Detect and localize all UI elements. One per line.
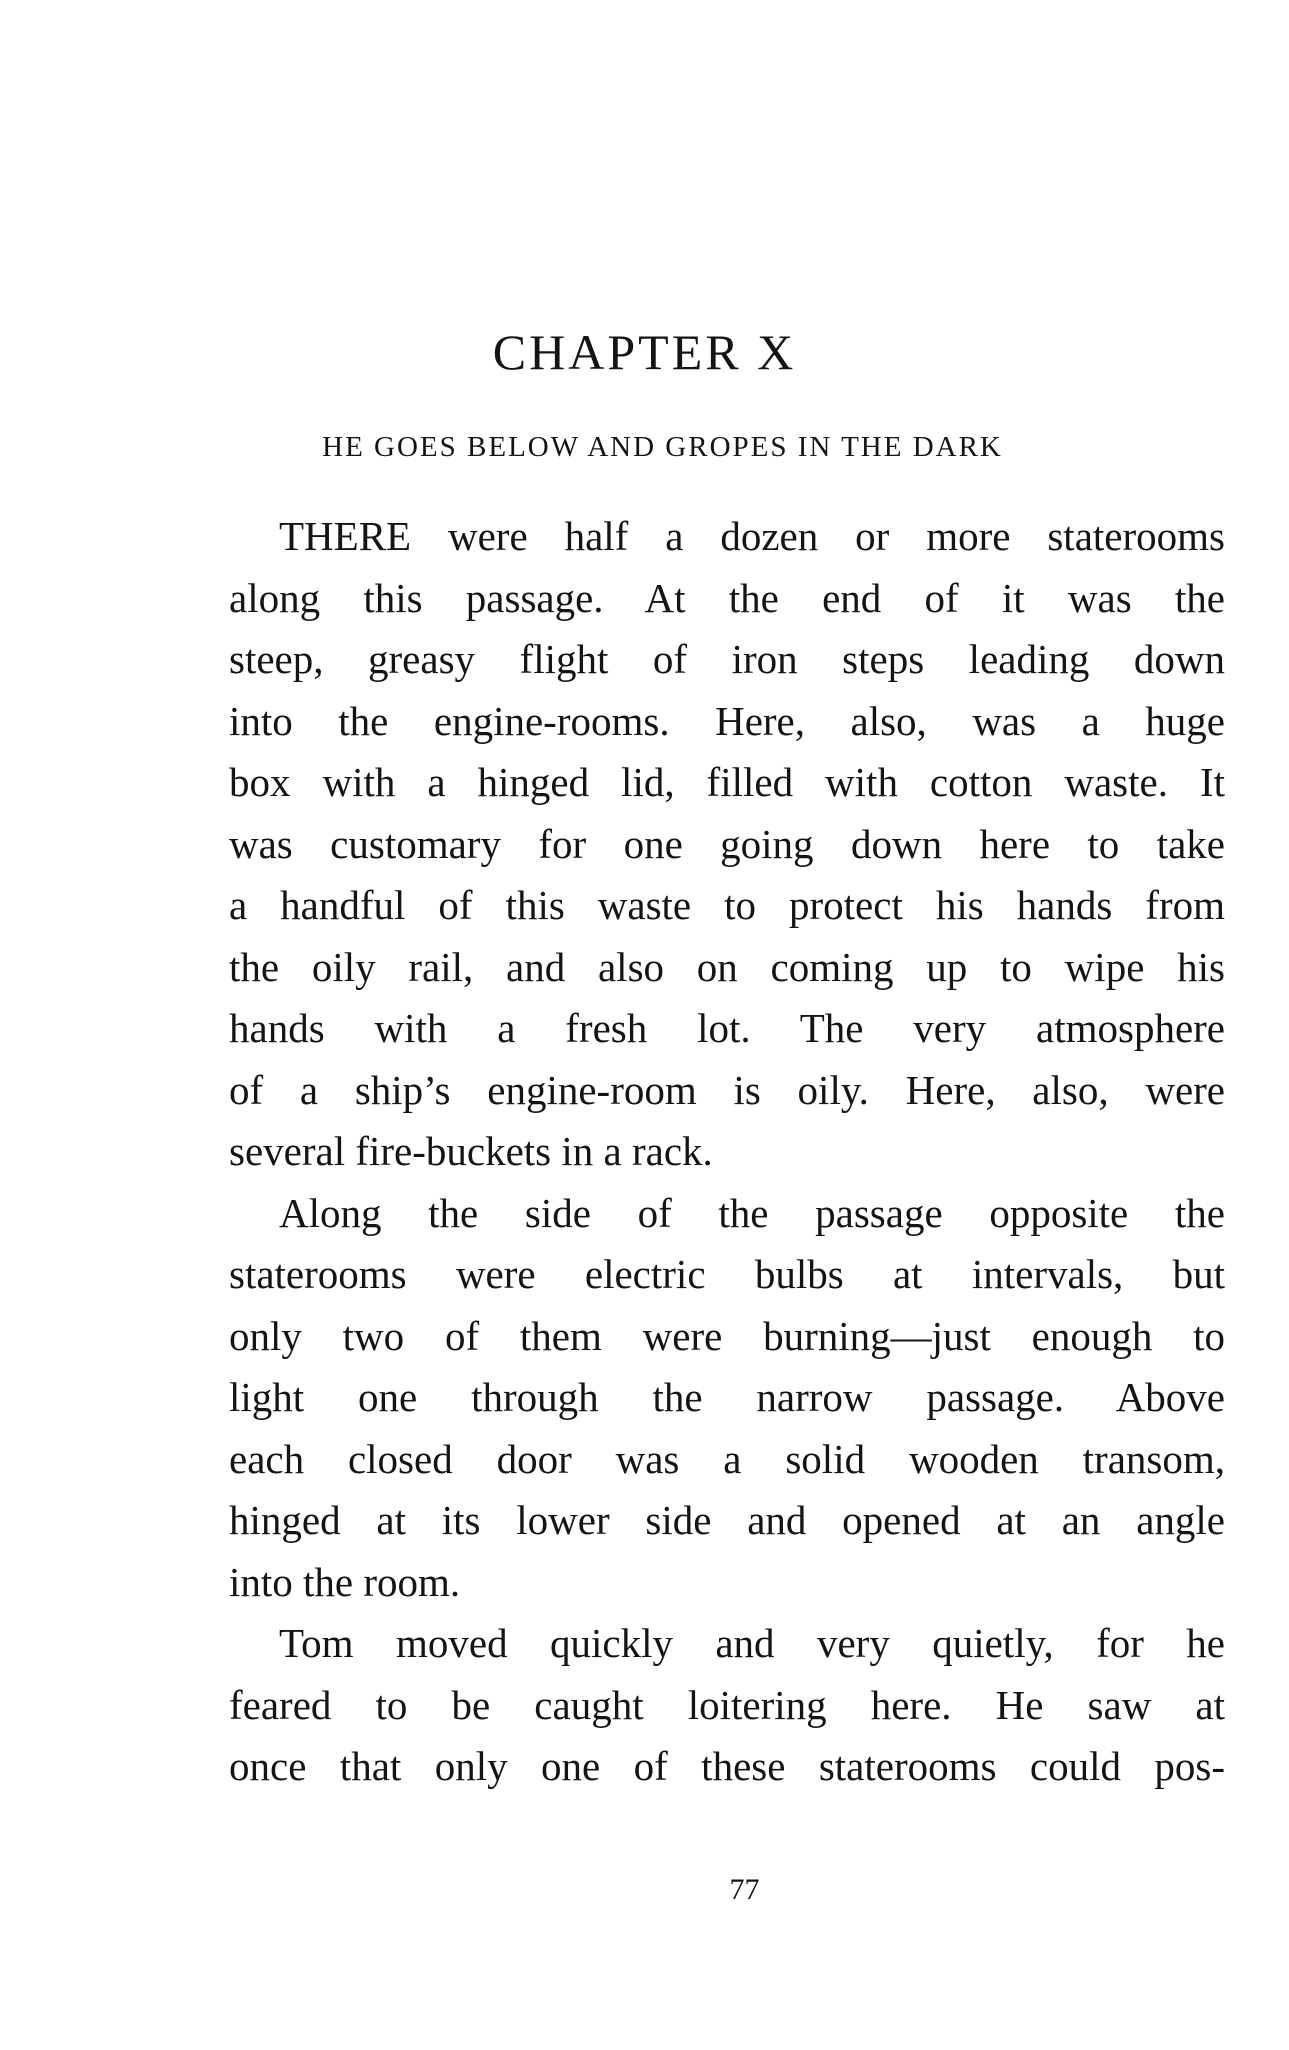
text-line: Tom moved quickly and very quietly, for he bbox=[279, 1620, 1225, 1666]
text-line: several fire-buckets in a rack. bbox=[229, 1128, 713, 1174]
text-line: the oily rail, and also on coming up to wipe his bbox=[229, 943, 1225, 990]
chapter-title: CHAPTER X bbox=[492, 324, 797, 380]
text-line: light one through the narrow passage. Above bbox=[229, 1374, 1225, 1420]
text-line: each closed door was a solid wooden transom, bbox=[229, 1435, 1225, 1482]
text-line: of a ship’s engine-room is oily. Here, also, were bbox=[229, 1066, 1225, 1113]
text-line: staterooms were electric bulbs at intervals, but bbox=[229, 1251, 1225, 1297]
text-line: feared to be caught loitering here. He saw at bbox=[229, 1681, 1225, 1728]
text-line: once that only one of these staterooms could pos- bbox=[229, 1743, 1225, 1789]
text-line: box with a hinged lid, filled with cotton waste. It bbox=[229, 759, 1225, 805]
chapter-subtitle: HE GOES BELOW AND GROPES IN THE DARK bbox=[322, 431, 1003, 463]
text-line: along this passage. At the end of it was the bbox=[229, 574, 1225, 621]
text-line: hinged at its lower side and opened at an angle bbox=[229, 1497, 1225, 1543]
text-line: was customary for one going down here to take bbox=[229, 820, 1225, 867]
text-line: only two of them were burning—just enough to bbox=[229, 1312, 1225, 1359]
text-line: hands with a fresh lot. The very atmosphere bbox=[229, 1005, 1225, 1051]
body-text bbox=[229, 506, 1225, 1798]
page-number: 77 bbox=[729, 1873, 760, 1906]
text-line: into the room. bbox=[229, 1558, 461, 1605]
text-line: a handful of this waste to protect his hands from bbox=[229, 882, 1225, 928]
text-line: into the engine-rooms. Here, also, was a huge bbox=[229, 697, 1225, 744]
text-line: steep, greasy flight of iron steps leading down bbox=[229, 636, 1225, 682]
text-line: Along the side of the passage opposite the bbox=[279, 1189, 1225, 1236]
text-line: THERE were half a dozen or more staterooms bbox=[279, 513, 1225, 559]
